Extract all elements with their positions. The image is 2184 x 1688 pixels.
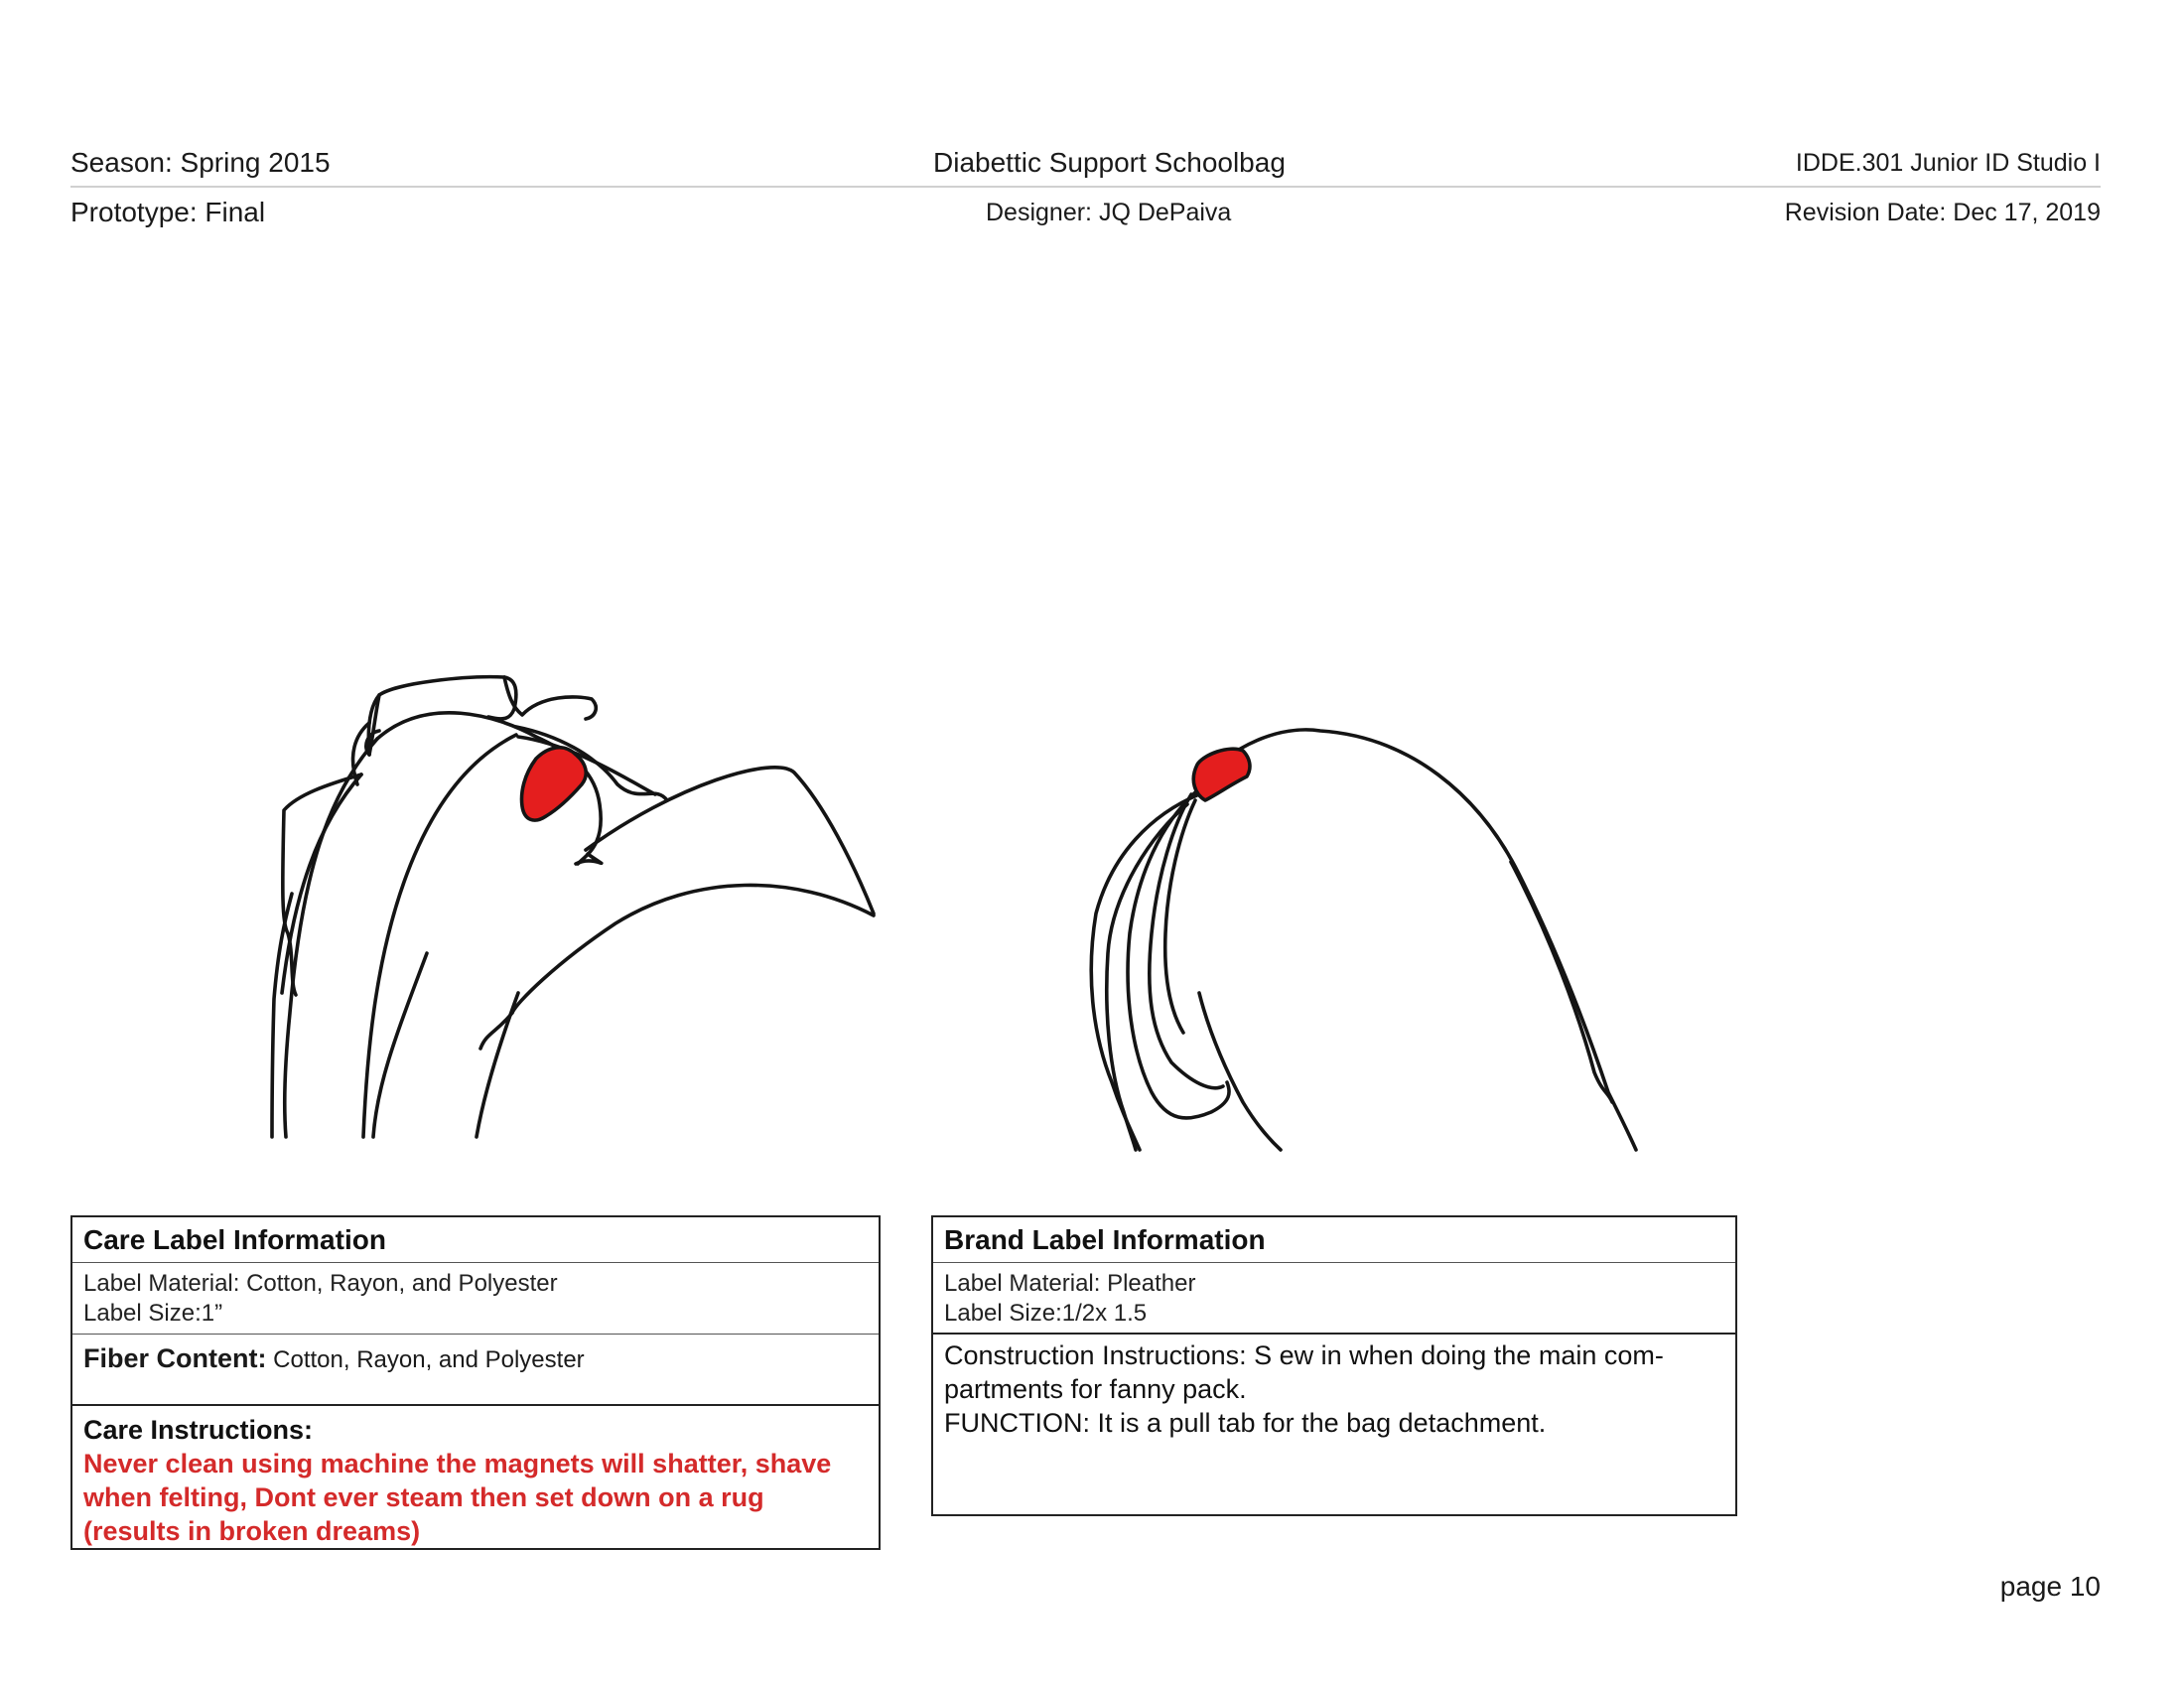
care-label-size: Label Size:1” (83, 1300, 223, 1327)
brand-label-box (931, 1215, 1737, 1516)
course-label: IDDE.301 Junior ID Studio I (1795, 149, 2101, 177)
revision-date-label: Revision Date: Dec 17, 2019 (1784, 199, 2101, 226)
designer-label: Designer: JQ DePaiva (986, 199, 1232, 226)
brand-label-meta (933, 1263, 1735, 1335)
season-label: Season: Spring 2015 (70, 147, 331, 178)
construction-instructions (933, 1335, 1735, 1440)
brand-label-material: Label Material: Pleather (944, 1270, 1196, 1297)
care-label-box (70, 1215, 881, 1550)
care-instructions (72, 1406, 879, 1548)
care-label-meta (72, 1263, 879, 1335)
brand-label-title: Brand Label Information (933, 1217, 1735, 1263)
care-instructions-heading: Care Instructions: (83, 1415, 314, 1445)
document-title: Diabettic Support Schoolbag (933, 147, 1286, 178)
brand-label-size: Label Size:1/2x 1.5 (944, 1300, 1148, 1327)
fiber-content-heading: Fiber Content: (83, 1343, 267, 1373)
fiber-content (72, 1335, 879, 1406)
fiber-content-value: Cotton, Rayon, and Polyester (266, 1346, 585, 1373)
prototype-label: Prototype: Final (70, 197, 266, 227)
function-text: FUNCTION: It is a pull tab for the bag detachment. (944, 1408, 1547, 1438)
bag-outline-right-icon (1091, 730, 1636, 1150)
care-label-material: Label Material: Cotton, Rayon, and Polyester (83, 1270, 558, 1297)
construction-text: Construction Instructions: S ew in when doing the main com-partments for fanny pack. (944, 1340, 1664, 1404)
page-number: page 10 (1999, 1571, 2101, 1602)
care-instructions-text: Never clean using machine the magnets will shatter, shave when felting, Dont ever steam then set down on a rug (results in broken dreams) (83, 1449, 832, 1546)
care-label-title: Care Label Information (72, 1217, 879, 1263)
